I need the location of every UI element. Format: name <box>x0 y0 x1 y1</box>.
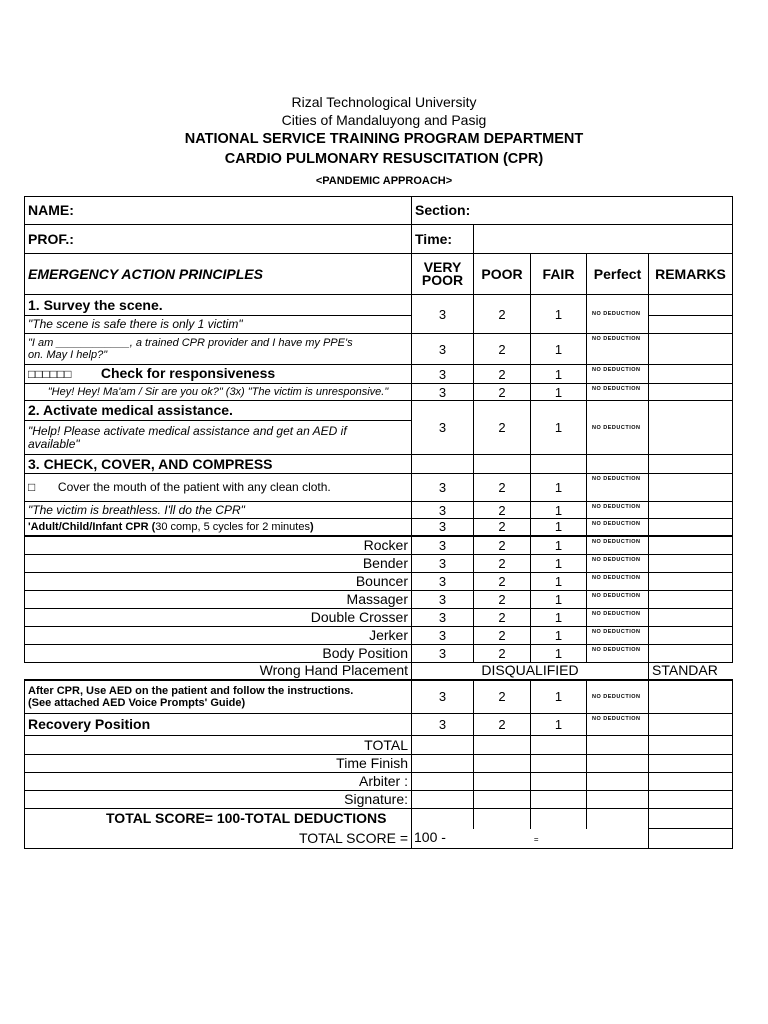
score-very-poor[interactable]: 3 <box>412 555 474 573</box>
ccc-row <box>25 455 733 474</box>
total-score-value[interactable]: 100 - = <box>412 829 649 849</box>
remarks-cell[interactable] <box>649 680 733 714</box>
perfect-header: Perfect <box>587 254 649 295</box>
wrong-hand-row <box>25 663 733 680</box>
arbiter-label: Arbiter : <box>25 773 412 791</box>
score-perfect[interactable]: NO DEDUCTION <box>587 680 649 714</box>
remarks-cell[interactable] <box>649 334 733 365</box>
time-finish-row <box>25 755 733 773</box>
remarks-cell[interactable] <box>649 295 733 316</box>
remarks-cell[interactable] <box>649 627 733 645</box>
total-score-label: TOTAL SCORE = <box>25 829 412 849</box>
score-perfect[interactable]: NO DEDUCTION <box>587 295 649 334</box>
recovery-row <box>25 714 733 736</box>
score-fair[interactable]: 1 <box>531 714 587 736</box>
activate-title: 2. Activate medical assistance. <box>25 401 412 421</box>
checkbox-icon: □ <box>28 480 36 494</box>
score-perfect[interactable]: NO DEDUCTION <box>587 536 649 555</box>
score-perfect[interactable]: NO DEDUCTION <box>587 645 649 663</box>
score-very-poor[interactable]: 3 <box>412 365 474 384</box>
survey-quote: "The scene is safe there is only 1 victim" <box>25 316 412 334</box>
arbiter-row <box>25 773 733 791</box>
fault-row <box>25 591 733 609</box>
score-fair[interactable]: 1 <box>531 609 587 627</box>
fault-label: Body Position <box>25 645 412 663</box>
score-fair[interactable]: 1 <box>531 536 587 555</box>
disqualified-label: DISQUALIFIED <box>412 663 649 680</box>
remarks-cell[interactable] <box>649 365 733 384</box>
aed-row <box>25 680 733 714</box>
cover-row <box>25 474 733 502</box>
score-perfect[interactable]: NO DEDUCTION <box>587 714 649 736</box>
responsiveness-quote-row <box>25 384 733 401</box>
survey-row <box>25 295 733 316</box>
fault-row <box>25 627 733 645</box>
score-very-poor[interactable]: 3 <box>412 519 474 536</box>
responsiveness-title: □□□□□□ Check for responsiveness <box>25 365 412 384</box>
poor-header: POOR <box>474 254 531 295</box>
score-perfect[interactable]: NO DEDUCTION <box>587 502 649 519</box>
total-score-row <box>25 829 733 849</box>
responsiveness-quote: "Hey! Hey! Ma'am / Sir are you ok?" (3x) "The victim is unresponsive." <box>25 384 412 401</box>
score-very-poor[interactable]: 3 <box>412 401 474 455</box>
breathless-row <box>25 502 733 519</box>
score-fair[interactable]: 1 <box>531 519 587 536</box>
cover-step: □ Cover the mouth of the patient with any clean cloth. <box>25 474 412 502</box>
score-fair[interactable]: 1 <box>531 334 587 365</box>
fault-row <box>25 573 733 591</box>
fault-label: Bender <box>25 555 412 573</box>
ccc-title: 3. CHECK, COVER, AND COMPRESS <box>25 455 412 474</box>
cpr-evaluation-table <box>24 196 733 849</box>
principles-header: EMERGENCY ACTION PRINCIPLES <box>25 254 412 295</box>
score-very-poor[interactable]: 3 <box>412 609 474 627</box>
introduce-row <box>25 334 733 365</box>
remarks-cell[interactable] <box>649 474 733 502</box>
score-fair[interactable]: 1 <box>531 502 587 519</box>
score-very-poor[interactable]: 3 <box>412 573 474 591</box>
checkbox-icons: □□□□□□ <box>28 367 72 381</box>
score-fair[interactable]: 1 <box>531 591 587 609</box>
score-poor[interactable]: 2 <box>474 519 531 536</box>
score-perfect[interactable]: NO DEDUCTION <box>587 474 649 502</box>
score-poor[interactable]: 2 <box>474 555 531 573</box>
score-very-poor[interactable]: 3 <box>412 714 474 736</box>
breathless-quote: "The victim is breathless. I'll do the CPR" <box>25 502 412 519</box>
score-poor[interactable]: 2 <box>474 365 531 384</box>
score-poor[interactable]: 2 <box>474 591 531 609</box>
score-fair[interactable]: 1 <box>531 680 587 714</box>
fault-row <box>25 609 733 627</box>
total-row <box>25 736 733 755</box>
time-finish-label: Time Finish <box>25 755 412 773</box>
wrong-hand-label: Wrong Hand Placement <box>25 663 412 680</box>
fault-label: Rocker <box>25 536 412 555</box>
remarks-cell[interactable] <box>649 384 733 401</box>
score-poor[interactable]: 2 <box>474 401 531 455</box>
score-very-poor[interactable]: 3 <box>412 295 474 334</box>
score-perfect[interactable]: NO DEDUCTION <box>587 519 649 536</box>
fault-label: Double Crosser <box>25 609 412 627</box>
score-poor[interactable]: 2 <box>474 295 531 334</box>
time-field[interactable] <box>474 225 733 254</box>
column-header-row <box>25 254 733 295</box>
score-very-poor[interactable]: 3 <box>412 680 474 714</box>
fault-label: Massager <box>25 591 412 609</box>
score-poor[interactable]: 2 <box>474 627 531 645</box>
score-fair[interactable]: 1 <box>531 627 587 645</box>
signature-label: Signature: <box>25 791 412 809</box>
score-fair[interactable]: 1 <box>531 365 587 384</box>
score-fair[interactable]: 1 <box>531 401 587 455</box>
score-poor[interactable]: 2 <box>474 609 531 627</box>
cpr-row <box>25 519 733 536</box>
score-fair[interactable]: 1 <box>531 555 587 573</box>
total-label: TOTAL <box>25 736 412 755</box>
score-poor[interactable]: 2 <box>474 384 531 401</box>
activate-row <box>25 401 733 421</box>
remarks-cell[interactable] <box>649 714 733 736</box>
remarks-cell[interactable] <box>649 645 733 663</box>
form-title: CARDIO PULMONARY RESUSCITATION (CPR) <box>224 151 544 167</box>
fault-label: Bouncer <box>25 573 412 591</box>
time-label: Time: <box>412 225 474 254</box>
score-perfect[interactable]: NO DEDUCTION <box>587 334 649 365</box>
remarks-cell[interactable] <box>649 316 733 334</box>
remarks-cell[interactable] <box>649 591 733 609</box>
score-fair[interactable]: 1 <box>531 384 587 401</box>
aed-instruction: After CPR, Use AED on the patient and follow the instructions. (See attached AED Voice Prompts' Guide) <box>25 680 412 714</box>
score-fair[interactable]: 1 <box>531 474 587 502</box>
university-cities: Cities of Mandaluyong and Pasig <box>281 112 487 128</box>
score-fair[interactable]: 1 <box>531 573 587 591</box>
score-fair[interactable]: 1 <box>531 295 587 334</box>
score-very-poor[interactable]: 3 <box>412 384 474 401</box>
fault-row <box>25 555 733 573</box>
score-perfect[interactable]: NO DEDUCTION <box>587 401 649 455</box>
name-row <box>25 197 733 225</box>
signature-row <box>25 791 733 809</box>
score-very-poor[interactable]: 3 <box>412 627 474 645</box>
score-perfect[interactable]: NO DEDUCTION <box>587 609 649 627</box>
name-label: NAME: <box>25 197 412 225</box>
score-perfect[interactable]: NO DEDUCTION <box>587 591 649 609</box>
remarks-cell[interactable] <box>649 573 733 591</box>
remarks-cell[interactable] <box>649 401 733 455</box>
score-poor[interactable]: 2 <box>474 645 531 663</box>
score-very-poor[interactable]: 3 <box>412 502 474 519</box>
section-label: Section: <box>412 197 733 225</box>
score-perfect[interactable]: NO DEDUCTION <box>587 573 649 591</box>
recovery-label: Recovery Position <box>25 714 412 736</box>
introduce-quote: "I am ____________, a trained CPR provider and I have my PPE's on. May I help?" <box>25 334 412 365</box>
total-score-remarks[interactable] <box>649 829 733 849</box>
fault-row <box>25 645 733 663</box>
score-very-poor[interactable]: 3 <box>412 645 474 663</box>
score-poor[interactable]: 2 <box>474 714 531 736</box>
remarks-cell[interactable] <box>649 555 733 573</box>
score-poor[interactable]: 2 <box>474 680 531 714</box>
fair-header: FAIR <box>531 254 587 295</box>
score-poor[interactable]: 2 <box>474 502 531 519</box>
score-very-poor[interactable]: 3 <box>412 474 474 502</box>
remarks-cell[interactable] <box>649 609 733 627</box>
remarks-cell[interactable] <box>649 519 733 536</box>
cpr-instruction: 'Adult/Child/Infant CPR (30 comp, 5 cycles for 2 minutes) <box>25 519 412 536</box>
score-very-poor[interactable]: 3 <box>412 536 474 555</box>
formula-row <box>25 809 733 829</box>
score-perfect[interactable]: NO DEDUCTION <box>587 384 649 401</box>
activate-quote: "Help! Please activate medical assistance and get an AED if available" <box>25 421 412 455</box>
fault-row <box>25 536 733 555</box>
score-poor[interactable]: 2 <box>474 334 531 365</box>
responsiveness-row <box>25 365 733 384</box>
university-name: Rizal Technological University <box>291 94 477 110</box>
score-poor[interactable]: 2 <box>474 573 531 591</box>
department-title: NATIONAL SERVICE TRAINING PROGRAM DEPARTMENT <box>184 131 584 147</box>
very-poor-header: VERY POOR <box>412 254 474 295</box>
wrong-hand-remarks: STANDAR <box>649 663 733 680</box>
score-fair[interactable]: 1 <box>531 645 587 663</box>
score-very-poor[interactable]: 3 <box>412 334 474 365</box>
approach-subtitle: <PANDEMIC APPROACH> <box>315 175 453 187</box>
prof-row <box>25 225 733 254</box>
remarks-header: REMARKS <box>649 254 733 295</box>
score-poor[interactable]: 2 <box>474 536 531 555</box>
total-score-formula: TOTAL SCORE= 100-TOTAL DEDUCTIONS <box>25 809 412 829</box>
score-perfect[interactable]: NO DEDUCTION <box>587 627 649 645</box>
remarks-cell[interactable] <box>649 502 733 519</box>
remarks-cell[interactable] <box>649 536 733 555</box>
score-poor[interactable]: 2 <box>474 474 531 502</box>
survey-title: 1. Survey the scene. <box>25 295 412 316</box>
score-perfect[interactable]: NO DEDUCTION <box>587 555 649 573</box>
score-perfect[interactable]: NO DEDUCTION <box>587 365 649 384</box>
score-very-poor[interactable]: 3 <box>412 591 474 609</box>
prof-label: PROF.: <box>25 225 412 254</box>
fault-label: Jerker <box>25 627 412 645</box>
